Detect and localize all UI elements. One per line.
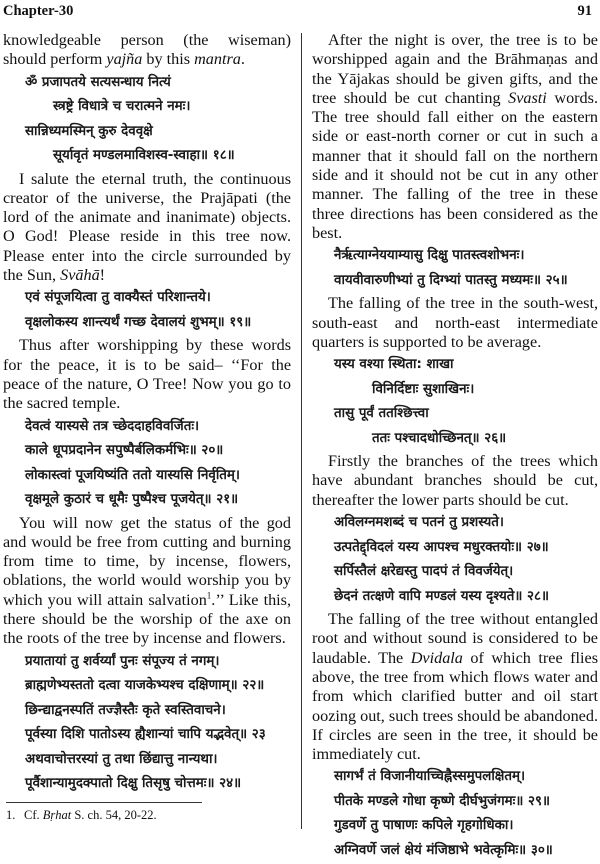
paragraph: You will now get the status of the god and would be free from cutting and burning from time to time, by incense, flowers, oblations, the world would worship you by which you will attain salvation$^1$.’’ Like this, there should be the worship of the axe on the roots of the tree by incense and flowers.: [3, 513, 292, 648]
sanskrit-verse-20-21: देवत्वं यास्यसे तत्र च्छेददाहविवर्जितः। काले धूपप्रदानेन सपुष्पैर्बलिकर्मभिः॥ २०॥ लोकास्त्वां पूजयिष्यंति ततो यास्यसि निर्वृतिम्। वृक्षमूले कुठारं च धूमैः पुष्पैश्च पूजयेत्॥ २१॥: [25, 418, 241, 508]
left-column: [3, 31, 291, 798]
sanskrit-verse-25: नैर्ऋत्याग्नेययाम्यासु दिक्षु पातस्त्वशोभनः। वायवीवारुणीभ्यां तु दिग्भ्यां पातस्तु मध्यमः॥ २५॥: [334, 248, 568, 288]
paragraph: Thus after worshipping by these words for the peace, it is to be said– ‘‘For the peace of the nature, O Tree! Now you go to the sacred temple.: [3, 336, 291, 413]
sanskrit-verse-27-28: अविलग्नमशब्दं च पतनं तु प्रशस्यते। उत्पतेद्द्विदलं यस्य आपश्च मधुरक्तयोः॥ २७॥ सर्पिस्तैलं क्षरेद्यस्तु पादपं तं विवर्जयेत्। छेदनं तत्क्षणे वापि मण्डलं यस्य दृश्यते॥ २८॥: [334, 515, 549, 604]
paragraph: I salute the eternal truth, the continuous creator of the universe, the Prajāpati (the lord of the animate and inanimate) objects. O God! Please reside in this tree now. Please enter into the circle surrounded by the Sun, Svāhā!: [3, 169, 291, 285]
right-column: [312, 31, 598, 864]
page-number: 91: [577, 3, 592, 19]
sanskrit-verse-22-24: प्रयातायां तु शर्वर्य्यां पुनः संपूज्य तं नगम्। ब्राह्मणेभ्यस्ततो दत्वा याजकेभ्यश्च दक्षिणाम्॥ २२॥ छिन्द्याद्वनस्पतिं तज्ज्ञैस्तैः कृते स्वस्तिवाचने। पूर्वस्या दिशि पातोऽस्य ह्यैशान्यां चापि यद्भवेत्॥ २३ अथवाचोत्तरस्यां तु तथा छिंद्यात्तु नान्यथा। पूर्वैशान्यामुदक्पातो दिक्षु तिसृषु चोत्तमः॥ २४॥: [25, 653, 266, 792]
footnote: 1. Cf. Bṛhat S. ch. 54, 20-22.: [6, 808, 157, 822]
sanskrit-verse-18: ॐ प्रजापतये सत्यसन्धाय नित्यं स्त्रष्ट्रे विधात्रे च चरात्मने नमः। सान्निध्यमस्मिन् कुरु देववृक्षे सूर्यावृतं मण्डलमाविशस्व-स्वाहा॥ १८॥: [25, 74, 235, 164]
page-header: [0, 0, 600, 26]
column-divider: [301, 33, 302, 829]
paragraph: knowledgeable person (the wiseman) should perform yajña by this mantra.: [3, 31, 291, 69]
paragraph: Firstly the branches of the trees which have abundant branches should be cut, thereafter the lower parts should be cut.: [312, 452, 598, 509]
sanskrit-verse-26: यस्य वश्या स्थिता: शाखा विनिर्दिष्टाः सुशाखिनः। तासु पूर्वं ततश्छित्त्वा ततः पश्चादधोच्छिनत्॥ २६॥: [334, 357, 507, 446]
footnote-number: 1.: [6, 808, 16, 822]
footnote-rule: [6, 802, 202, 803]
paragraph: After the night is over, the tree is to be worshipped again and the Brāhmaṇas and the Yājakas should be given gifts, and the tree should be cut chanting Svasti words. The tree should fall either on the eastern side or east-north corner or cut in such a manner that it should fall on the northern side and it should not be cut in any other manner. The falling of the tree in these three directions has been considered as the best.: [312, 31, 598, 242]
paragraph: The falling of the tree without entangled root and without sound is considered to be laudable. The Dvidala of which tree flies above, the tree from which flows water and from which clarified butter and oil start oozing out, such trees should be abandoned. If circles are seen in the tree, it should be immediately cut.: [312, 610, 598, 764]
sanskrit-verse-19: एवं संपूजयित्वा तु वाक्यैस्तं परिशान्तये। वृक्षलोकस्य शान्त्यर्थं गच्छ देवालयं शुभम्॥ १९॥: [25, 290, 252, 330]
chapter-label: Chapter-30: [3, 3, 74, 19]
paragraph: The falling of the tree in the south-west, south-east and north-east intermediate quarters is supported to be average.: [312, 294, 598, 351]
footnote-ref[interactable]: 1: [206, 590, 212, 601]
sanskrit-verse-29-30: सागर्भं तं विजानीयाच्चिह्नैस्समुपलक्षितम्। पीतके मण्डले गोधा कृष्णे दीर्घभुजंगमः॥ २९॥ गुडवर्णे तु पाषाणः कपिले गृहगोधिका। अग्निवर्णे जलं क्षेयं मंजिष्ठाभे भवेत्कृमिः॥ ३०॥: [334, 769, 553, 858]
